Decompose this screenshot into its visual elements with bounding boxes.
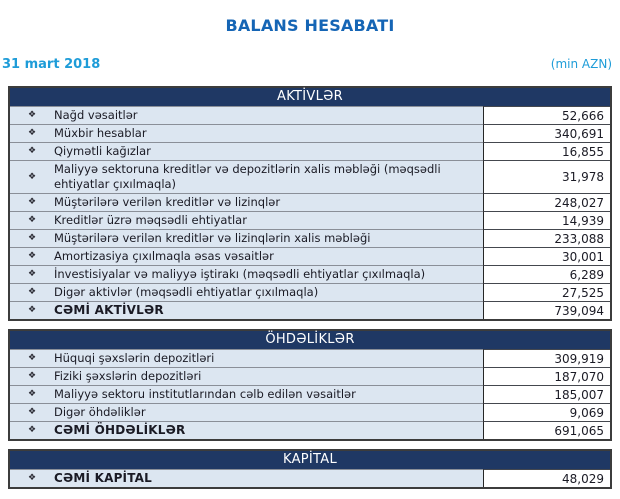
diamond-bullet-icon: ❖ <box>27 305 37 315</box>
row-value: 340,691 <box>483 124 610 142</box>
row-label-cell <box>10 160 483 193</box>
table-row <box>10 106 610 124</box>
row-label: Nağd vəsaitlər <box>54 108 138 122</box>
diamond-bullet-icon: ❖ <box>27 371 37 381</box>
section-header: AKTİVLƏR <box>10 88 610 106</box>
page-title: BALANS HESABATI <box>225 16 395 35</box>
table-row <box>10 193 610 211</box>
row-label: Amortizasiya çıxılmaqla əsas vəsaitlər <box>54 249 274 263</box>
row-label: Digər öhdəliklər <box>54 405 146 419</box>
table-row <box>10 403 610 421</box>
table-row <box>10 301 610 319</box>
row-label-cell <box>10 106 483 124</box>
table-row <box>10 124 610 142</box>
row-label-cell <box>10 349 483 367</box>
row-label: Müştərilərə verilən kreditlər və lizinqlərin xalis məbləği <box>54 231 371 245</box>
row-label: CƏMİ ÖHDƏLİKLƏR <box>54 423 186 437</box>
diamond-bullet-icon: ❖ <box>27 251 37 261</box>
row-label-cell <box>10 142 483 160</box>
row-label-cell <box>10 367 483 385</box>
row-value: 233,088 <box>483 229 610 247</box>
section-header: KAPİTAL <box>10 451 610 469</box>
row-value: 739,094 <box>483 301 610 319</box>
meta-row <box>2 57 612 72</box>
row-value: 48,029 <box>483 469 610 487</box>
diamond-bullet-icon: ❖ <box>27 389 37 399</box>
row-label-cell <box>10 229 483 247</box>
row-label-cell <box>10 124 483 142</box>
row-value: 27,525 <box>483 283 610 301</box>
diamond-bullet-icon: ❖ <box>27 128 37 138</box>
diamond-bullet-icon: ❖ <box>27 215 37 225</box>
table-row <box>10 229 610 247</box>
row-label: Maliyyə sektoru institutlarından cəlb edilən vəsaitlər <box>54 387 356 401</box>
row-label-cell <box>10 469 483 487</box>
row-label: Qiymətli kağızlar <box>54 144 151 158</box>
row-value: 6,289 <box>483 265 610 283</box>
row-value: 16,855 <box>483 142 610 160</box>
row-label: Fiziki şəxslərin depozitləri <box>54 369 202 383</box>
table-row <box>10 421 610 439</box>
diamond-bullet-icon: ❖ <box>27 197 37 207</box>
row-label: Kreditlər üzrə məqsədli ehtiyatlar <box>54 213 247 227</box>
table-row <box>10 367 610 385</box>
row-label-cell <box>10 211 483 229</box>
diamond-bullet-icon: ❖ <box>27 146 37 156</box>
unit-label: (min AZN) <box>550 57 612 71</box>
row-label: İnvestisiyalar və maliyyə iştirakı (məqsədli ehtiyatlar çıxılmaqla) <box>54 267 426 281</box>
section-1 <box>8 329 612 441</box>
diamond-bullet-icon: ❖ <box>27 407 37 417</box>
section-0 <box>8 86 612 321</box>
table-row <box>10 211 610 229</box>
diamond-bullet-icon: ❖ <box>27 233 37 243</box>
table-row <box>10 349 610 367</box>
row-value: 185,007 <box>483 385 610 403</box>
row-value: 187,070 <box>483 367 610 385</box>
section-2 <box>8 449 612 489</box>
diamond-bullet-icon: ❖ <box>27 353 37 363</box>
row-value: 31,978 <box>483 160 610 193</box>
diamond-bullet-icon: ❖ <box>27 287 37 297</box>
table-row <box>10 160 610 193</box>
diamond-bullet-icon: ❖ <box>27 473 37 483</box>
diamond-bullet-icon: ❖ <box>27 425 37 435</box>
table-row <box>10 385 610 403</box>
row-label-cell <box>10 403 483 421</box>
row-label-cell <box>10 301 483 319</box>
row-label-cell <box>10 385 483 403</box>
row-label-cell <box>10 265 483 283</box>
row-value: 248,027 <box>483 193 610 211</box>
row-value: 52,666 <box>483 106 610 124</box>
row-label: Digər aktivlər (məqsədli ehtiyatlar çıxılmaqla) <box>54 285 319 299</box>
row-value: 30,001 <box>483 247 610 265</box>
table-row <box>10 283 610 301</box>
row-label-cell <box>10 421 483 439</box>
diamond-bullet-icon: ❖ <box>27 110 37 120</box>
row-label: Maliyyə sektoruna kreditlər və depozitlərin xalis məbləği (məqsədli ehtiyatlar çıxılmaqla) <box>54 162 441 191</box>
sections-container <box>8 86 612 489</box>
table-row <box>10 265 610 283</box>
row-value: 9,069 <box>483 403 610 421</box>
section-header: ÖHDƏLİKLƏR <box>10 331 610 349</box>
diamond-bullet-icon: ❖ <box>27 171 37 182</box>
row-label: Müxbir hesablar <box>54 126 147 140</box>
table-row <box>10 469 610 487</box>
report-date: 31 mart 2018 <box>2 57 101 72</box>
row-label: CƏMİ AKTİVLƏR <box>54 303 164 317</box>
row-value: 691,065 <box>483 421 610 439</box>
row-label-cell <box>10 247 483 265</box>
diamond-bullet-icon: ❖ <box>27 269 37 279</box>
row-label: Hüquqi şəxslərin depozitləri <box>54 351 215 365</box>
table-row <box>10 247 610 265</box>
row-label-cell <box>10 193 483 211</box>
row-label: Müştərilərə verilən kreditlər və lizinqlər <box>54 195 281 209</box>
table-row <box>10 142 610 160</box>
row-value: 309,919 <box>483 349 610 367</box>
row-label: CƏMİ KAPİTAL <box>54 471 153 485</box>
row-value: 14,939 <box>483 211 610 229</box>
row-label-cell <box>10 283 483 301</box>
